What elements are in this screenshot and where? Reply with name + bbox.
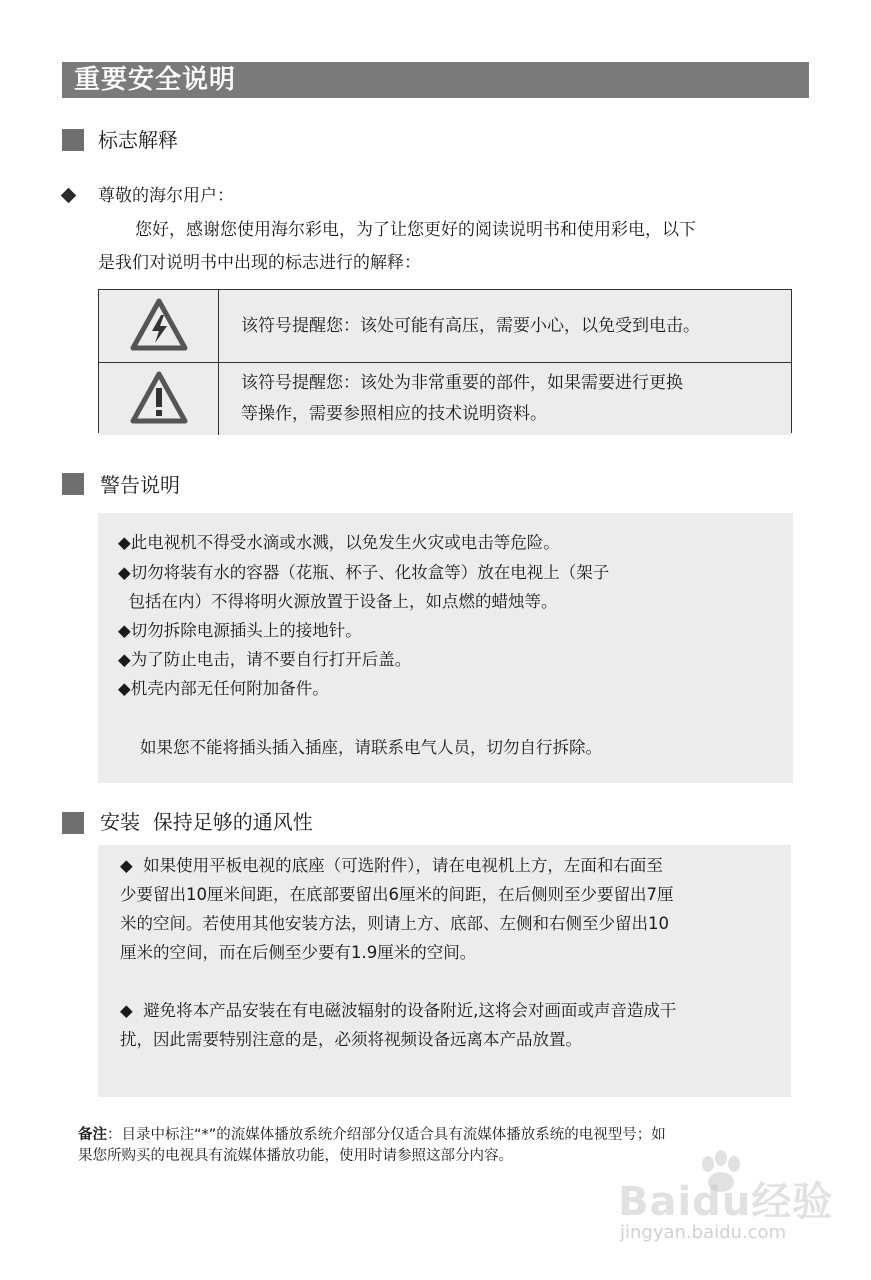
watermark-logo: Baidu经验 <box>618 1179 834 1225</box>
page-title-bar <box>62 62 809 98</box>
install-paragraph-line: 少要留出10厘米间距，在底部要留出6厘米的间距，在后侧则至少要留出7厘 <box>120 885 674 904</box>
install-paragraph-line: 厘米的空间，而在后侧至少要有1.9厘米的空间。 <box>120 943 477 962</box>
symbol-table <box>98 289 792 433</box>
section-heading-symbols: 标志解释 <box>98 128 178 152</box>
note-label: 备注 <box>78 1127 107 1143</box>
high-voltage-warning-icon <box>130 298 188 352</box>
warning-item: ◆机壳内部无任何附加备件。 <box>118 679 329 698</box>
symbol-row <box>99 290 791 362</box>
warning-item: ◆切勿拆除电源插头上的接地针。 <box>118 621 362 640</box>
symbol-description: 该符号提醒您：该处可能有高压，需要小心，以免受到电击。 <box>241 316 700 336</box>
install-paragraph-line: ◆ 避免将本产品安装在有电磁波辐射的设备附近,这将会对画面或声音造成干 <box>120 1001 677 1020</box>
note-line-1 <box>78 1124 666 1146</box>
warning-box <box>98 513 793 783</box>
section-heading-install: 安装 保持足够的通风性 <box>100 810 313 834</box>
warning-item: ◆此电视机不得受水滴或水溅，以免发生火灾或电击等危险。 <box>118 533 560 552</box>
symbol-icon-cell <box>99 290 219 362</box>
install-paragraph-line: 米的空间。若使用其他安装方法，则请上方、底部、左侧和右侧至少留出10 <box>120 914 669 933</box>
symbol-row <box>99 362 791 435</box>
symbol-description-line: 该符号提醒您：该处为非常重要的部件，如果需要进行更换 <box>241 373 683 393</box>
warning-item: ◆为了防止电击，请不要自行打开后盖。 <box>118 650 412 669</box>
section-marker <box>62 812 84 834</box>
install-paragraph-line: ◆ 如果使用平板电视的底座（可选附件），请在电视机上方，左面和右面至 <box>120 856 663 875</box>
intro-line-2: 是我们对说明书中出现的标志进行的解释： <box>98 253 421 273</box>
section-marker <box>62 473 84 495</box>
exclamation-warning-icon <box>130 371 188 425</box>
symbol-icon-cell <box>99 363 219 435</box>
install-box <box>98 845 791 1097</box>
section-marker <box>62 129 84 151</box>
warning-footer: 如果您不能将插头插入插座，请联系电气人员，切勿自行拆除。 <box>140 738 602 757</box>
page-title: 重要安全说明 <box>74 65 237 95</box>
watermark-url: jingyan.baidu.com <box>620 1222 787 1243</box>
symbol-description-line: 等操作，需要参照相应的技术说明资料。 <box>241 404 547 424</box>
intro-line-1: 您好，感谢您使用海尔彩电，为了让您更好的阅读说明书和使用彩电，以下 <box>135 220 696 240</box>
diamond-bullet-icon <box>61 188 77 204</box>
install-paragraph-line: 扰，因此需要特别注意的是，必须将视频设备远离本产品放置。 <box>120 1030 582 1049</box>
warning-item: 包括在内）不得将明火源放置于设备上，如点燃的蜡烛等。 <box>118 592 558 611</box>
note-line-2: 果您所购买的电视具有流媒体播放功能，使用时请参照这部分内容。 <box>78 1148 513 1164</box>
note-text: ：目录中标注“*”的流媒体播放系统介绍部分仅适合具有流媒体播放系统的电视型号；如 <box>107 1127 666 1143</box>
section-heading-warning: 警告说明 <box>100 473 180 497</box>
greeting: 尊敬的海尔用户： <box>98 186 234 206</box>
warning-item: ◆切勿将装有水的容器（花瓶、杯子、化妆盒等）放在电视上（架子 <box>118 563 610 582</box>
